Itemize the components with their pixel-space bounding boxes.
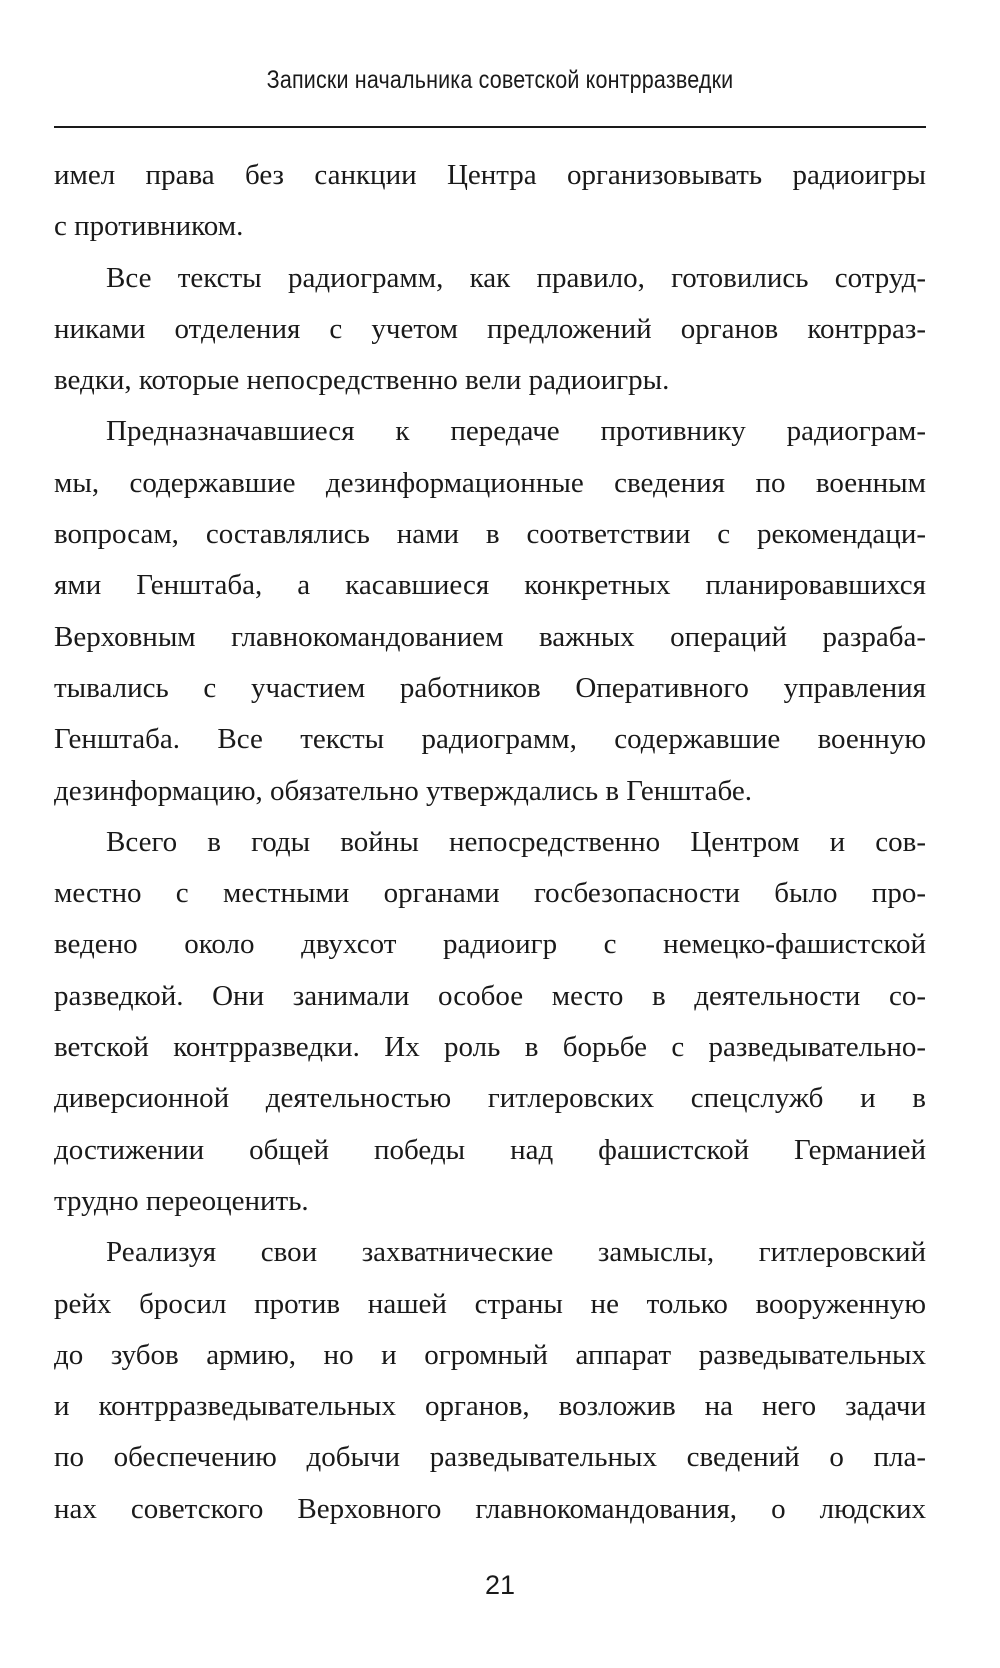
- text-line: достижении общей победы над фашистской Германией: [54, 1133, 926, 1166]
- text-line: ветской контрразведки. Их роль в борьбе с разведывательно-: [54, 1031, 926, 1064]
- header-rule: [54, 126, 926, 128]
- text-line: вопросам, составлялись нами в соответствии с рекомендаци-: [54, 518, 926, 551]
- text-line: Верховным главнокомандованием важных операций разраба-: [54, 620, 926, 653]
- text-line: Все тексты радиограмм, как правило, готовились сотруд-: [106, 261, 926, 294]
- text-line: тывались с участием работников Оперативного управления: [54, 671, 926, 704]
- text-line: диверсионной деятельностью гитлеровских спецслужб и в: [54, 1082, 926, 1115]
- text-line: рейх бросил против нашей страны не только вооруженную: [54, 1287, 926, 1320]
- text-line: Предназначавшиеся к передаче противнику радиограм-: [106, 415, 926, 448]
- text-line: до зубов армию, но и огромный аппарат разведывательных: [54, 1338, 926, 1371]
- text-line: Реализуя свои захватнические замыслы, гитлеровский: [106, 1236, 926, 1269]
- text-line: ями Генштаба, а касавшиеся конкретных планировавшихся: [54, 569, 926, 602]
- text-line: имел права без санкции Центра организовывать радиоигры: [54, 159, 926, 191]
- text-line: местно с местными органами госбезопасности было про-: [54, 877, 926, 910]
- text-line: Генштаба. Все тексты радиограмм, содержавшие военную: [54, 723, 926, 756]
- text-line: и контрразведывательных органов, возложив на него задачи: [54, 1390, 926, 1423]
- text-line: мы, содержавшие дезинформационные сведения по военным: [54, 466, 926, 499]
- text-line: трудно переоценить.: [54, 1184, 309, 1217]
- running-head: Записки начальника советской контрразведки: [266, 66, 734, 94]
- text-line: ведено около двухсот радиоигр с немецко-фашистской: [54, 928, 926, 961]
- text-line: дезинформацию, обязательно утверждались в Генштабе.: [54, 774, 752, 807]
- text-line: разведкой. Они занимали особое место в деятельности со-: [54, 979, 926, 1012]
- text-line: никами отделения с учетом предложений органов контрраз-: [54, 312, 926, 345]
- text-line: по обеспечению добычи разведывательных сведений о пла-: [54, 1441, 926, 1474]
- page-number: 21: [484, 1570, 516, 1600]
- text-line: с противником.: [54, 210, 244, 243]
- body-text: [54, 150, 926, 1535]
- text-line: нах советского Верховного главнокомандования, о людских: [54, 1492, 926, 1525]
- text-line: Всего в годы войны непосредственно Центром и сов-: [106, 825, 926, 858]
- text-line: ведки, которые непосредственно вели радиоигры.: [54, 364, 670, 397]
